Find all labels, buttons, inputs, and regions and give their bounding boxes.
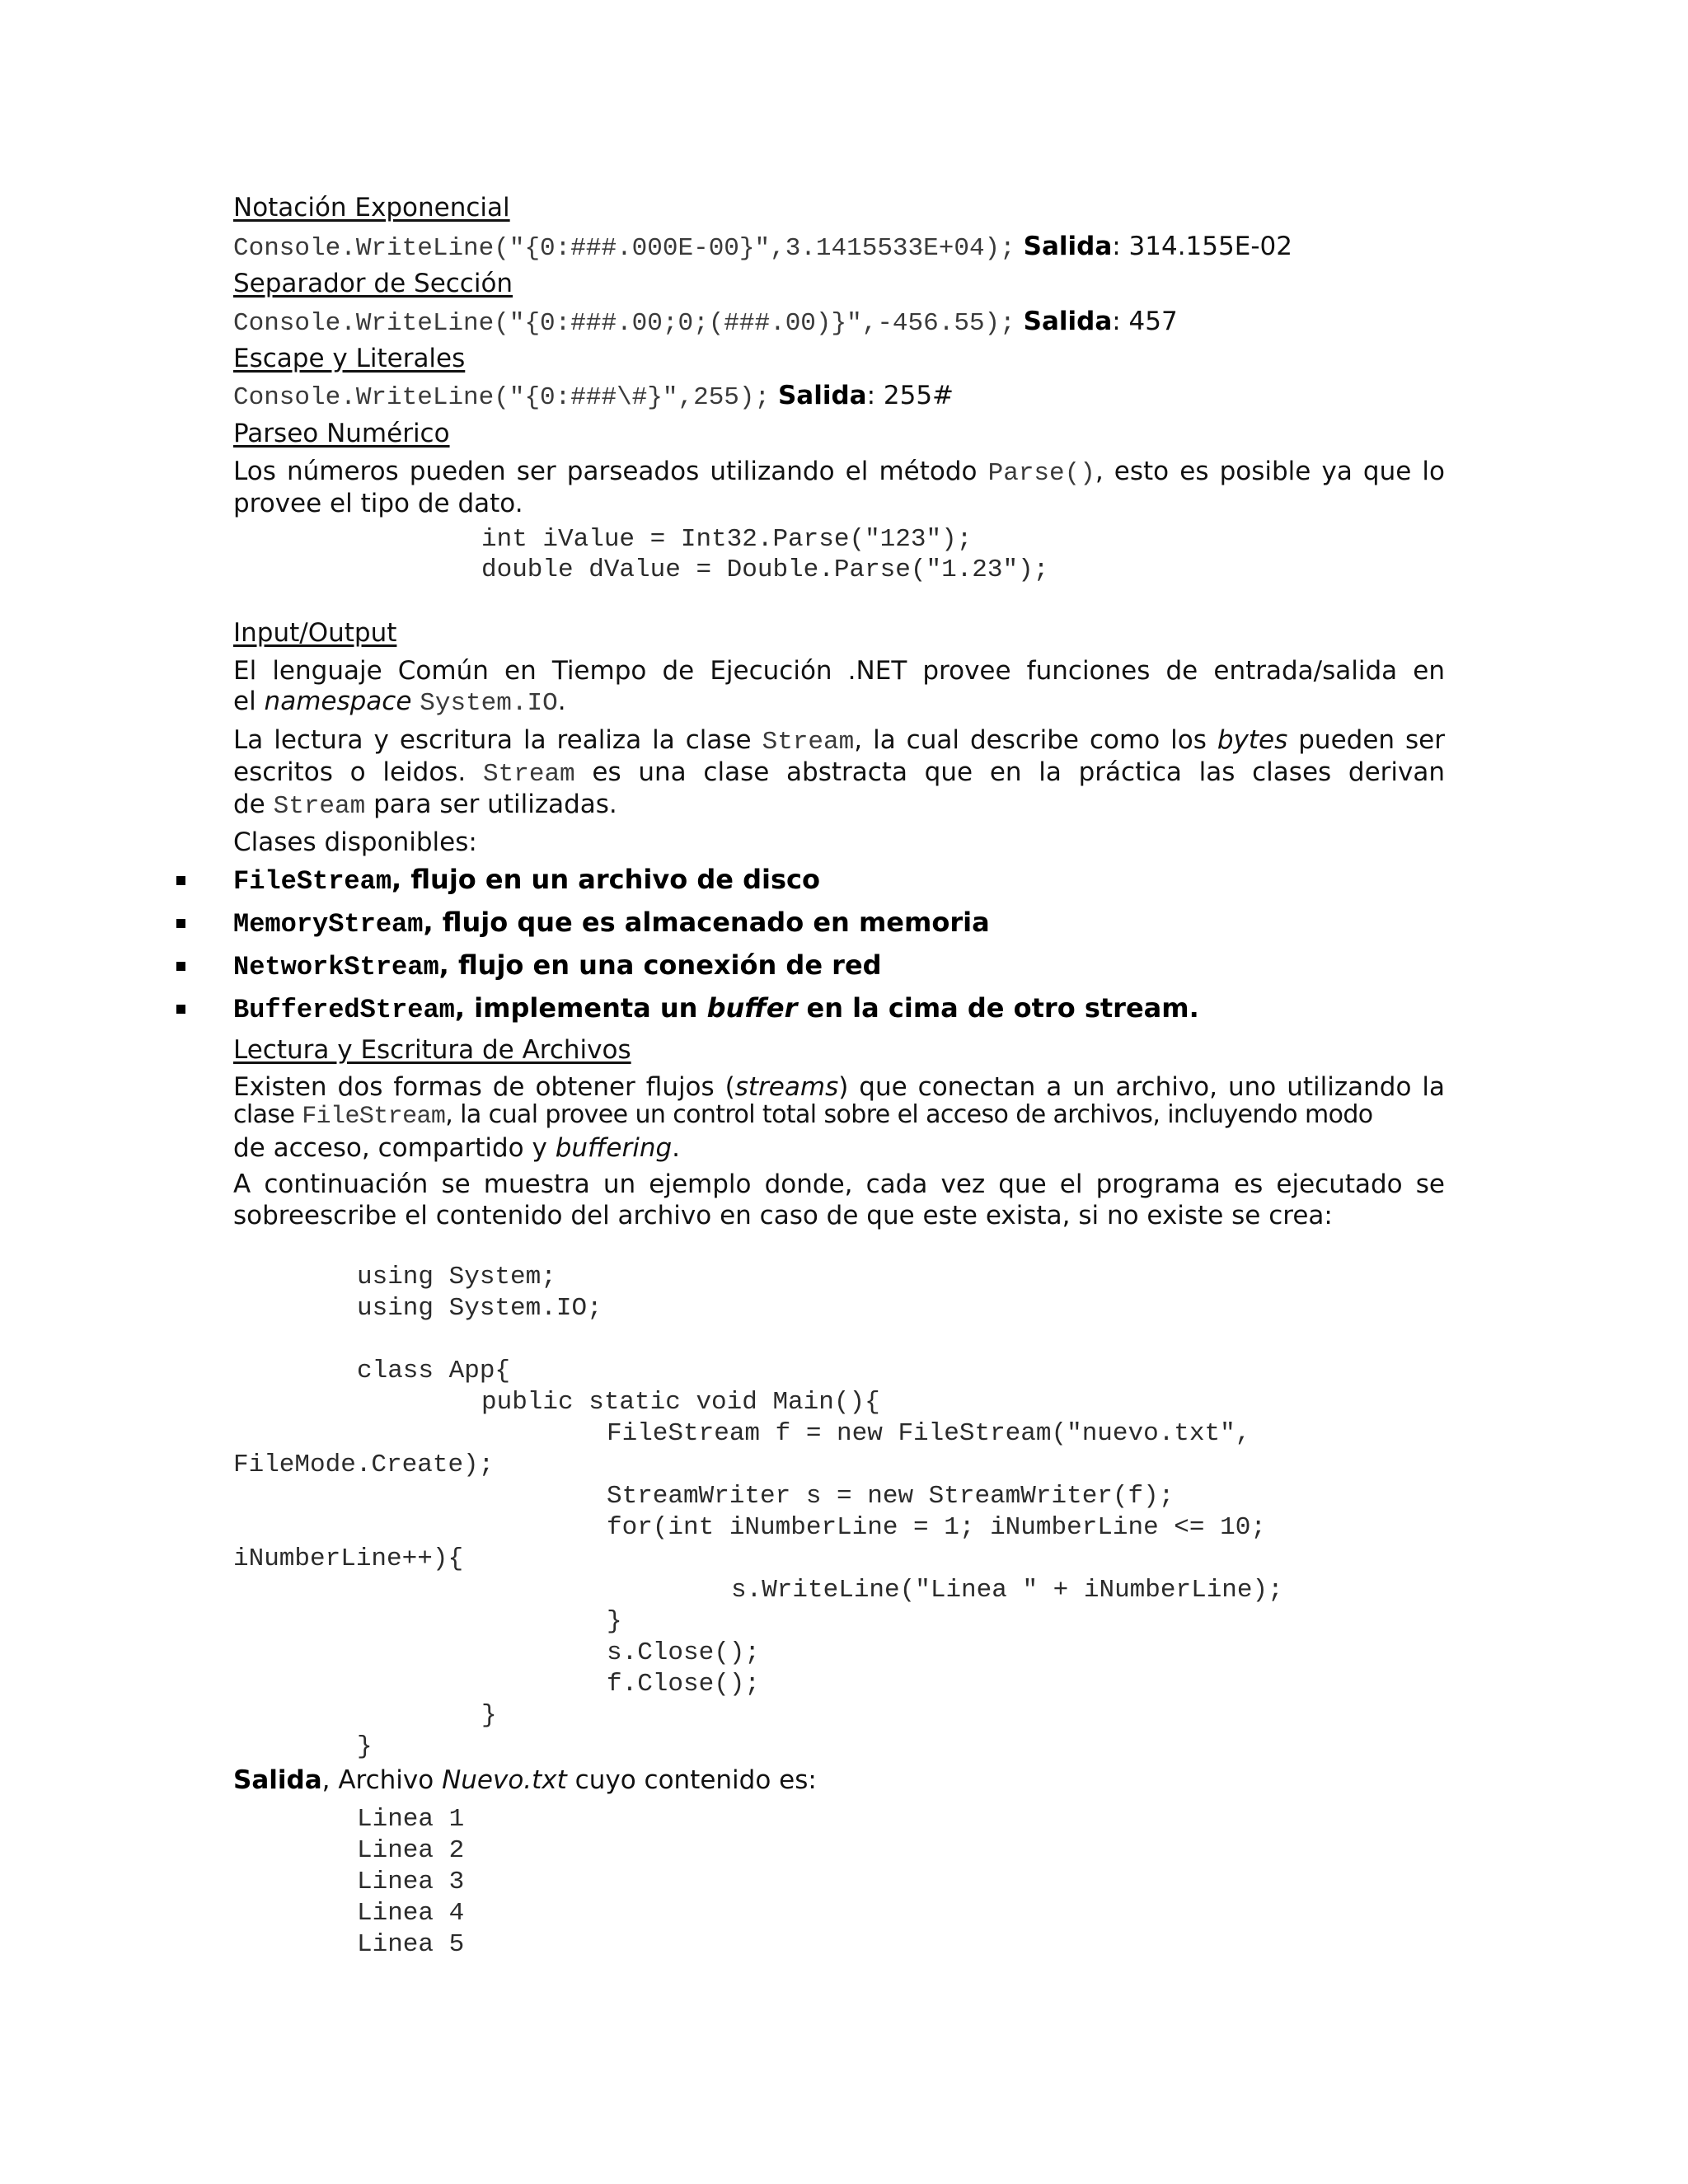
code-line-4: public static void Main(){	[481, 1388, 880, 1417]
code-line-3: class App{	[357, 1357, 511, 1385]
io-namespace-code: System.IO	[420, 689, 558, 718]
bullet-code: MemoryStream	[233, 909, 424, 940]
files-text-a: Existen dos formas de obtener flujos (	[233, 1072, 735, 1102]
bullet-icon	[176, 1005, 185, 1014]
code-line-7: StreamWriter s = new StreamWriter(f);	[607, 1482, 1175, 1511]
parse-inline-code: Parse()	[987, 459, 1095, 488]
output-line-4: Linea 4	[357, 1899, 465, 1928]
bullet-icon	[176, 919, 185, 928]
code-line-11: }	[607, 1607, 622, 1636]
code-line-1: using System;	[357, 1263, 556, 1291]
output-line-5: Linea 5	[357, 1930, 465, 1959]
files-output-text-b: cuyo contenido es:	[574, 1765, 817, 1795]
parse-paragraph-line-1	[233, 456, 1445, 490]
io-p2-l2-text-a: escritos o leidos.	[233, 757, 467, 787]
section-separator-code: Console.WriteLine("{0:###.00;0;(###.00)}",-456.55);	[233, 309, 1015, 338]
code-line-12: s.Close();	[607, 1638, 761, 1667]
parse-paragraph-line-2: provee el tipo de dato.	[233, 489, 523, 518]
code-line-2: using System.IO;	[357, 1294, 603, 1323]
exponential-code: Console.WriteLine("{0:###.000E-00}",3.1415533E+04);	[233, 234, 1015, 263]
escape-example	[233, 380, 1445, 414]
io-paragraph-1-line-1: El lenguaje Común en Tiempo de Ejecución .NET provee funciones de entrada/salida en	[233, 656, 1445, 686]
code-line-15: }	[357, 1732, 373, 1761]
files-l2-text-a: clase	[233, 1100, 295, 1129]
code-line-14: }	[481, 1701, 497, 1730]
heading-input-output: Input/Output	[233, 618, 397, 648]
output-line-2: Linea 2	[357, 1836, 465, 1865]
heading-parse: Parseo Numérico	[233, 419, 450, 448]
bullet-item-bufferedstream	[233, 991, 1199, 1027]
files-paragraph-1-line-2	[233, 1099, 1445, 1132]
files-l3-text-b: .	[672, 1133, 680, 1163]
exponential-output-value: : 314.155E-02	[1112, 232, 1292, 261]
io-p2-l3-text-b: para ser utilizadas.	[373, 790, 617, 819]
io-paragraph-2-line-2	[233, 757, 1445, 790]
files-l3-text-a: de acceso, compartido y	[233, 1133, 547, 1163]
section-separator-output-label: Salida	[1023, 307, 1113, 336]
io-namespace-italic: namespace	[264, 687, 412, 716]
bullet-icon	[176, 962, 185, 971]
io-p2-bytes-italic: bytes	[1217, 725, 1288, 755]
code-line-6: FileMode.Create);	[233, 1451, 495, 1479]
bullet-text: , flujo en una conexión de red	[438, 949, 882, 981]
bullet-item-memorystream	[233, 906, 990, 941]
bullet-item-networkstream	[233, 949, 882, 984]
classes-available-label: Clases disponibles:	[233, 827, 477, 857]
parse-text-a: Los números pueden ser parseados utilizando el método	[233, 457, 978, 486]
io-p2-l2-stream-code: Stream	[483, 760, 575, 789]
escape-output-label: Salida	[777, 381, 867, 410]
files-output-filename: Nuevo.txt	[442, 1765, 567, 1795]
bullet-item-filestream	[233, 863, 820, 898]
io-p2-l3-stream-code: Stream	[273, 792, 366, 821]
heading-exponential: Notación Exponencial	[233, 193, 510, 223]
parse-code-line-2: double dValue = Double.Parse("1.23");	[481, 555, 1049, 584]
io-p2-text-b: , la cual describe como los	[854, 725, 1207, 755]
exponential-example	[233, 231, 1445, 265]
output-line-1: Linea 1	[357, 1805, 465, 1834]
bullet-code: NetworkStream	[233, 952, 439, 982]
bullet-code: FileStream	[233, 866, 392, 897]
files-output-label: Salida	[233, 1765, 322, 1795]
files-output-caption	[233, 1765, 1445, 1796]
files-paragraph-1-line-1	[233, 1071, 1445, 1103]
io-p2-stream-code: Stream	[762, 728, 855, 757]
exponential-output-label: Salida	[1023, 232, 1113, 261]
heading-section-separator: Separador de Sección	[233, 269, 513, 298]
bullet-text: , flujo que es almacenado en memoria	[423, 907, 990, 938]
io-paragraph-2-line-3	[233, 789, 1445, 823]
parse-text-b: , esto es posible ya que lo	[1095, 457, 1446, 486]
files-text-b: ) que conectan a un archivo, uno utilizando la	[838, 1072, 1445, 1102]
code-line-9: iNumberLine++){	[233, 1544, 464, 1573]
section-separator-output-value: : 457	[1112, 307, 1178, 336]
heading-files: Lectura y Escritura de Archivos	[233, 1035, 631, 1065]
files-filestream-code: FileStream	[302, 1103, 446, 1131]
bullet-icon	[176, 876, 185, 885]
bullet-text: , implementa un	[454, 992, 707, 1024]
parse-code-line-1: int iValue = Int32.Parse("123");	[481, 525, 973, 554]
bullet-code: BufferedStream	[233, 995, 455, 1025]
io-p2-l2-text-b: es una clase abstracta que en la práctica las clases derivan	[592, 757, 1446, 787]
code-line-8: for(int iNumberLine = 1; iNumberLine <= 10;	[607, 1513, 1266, 1542]
code-line-5: FileStream f = new FileStream("nuevo.txt",	[607, 1419, 1251, 1448]
files-paragraph-1-line-3	[233, 1132, 1445, 1164]
io-p2-l3-text-a: de	[233, 790, 265, 819]
files-streams-italic: streams	[734, 1072, 839, 1102]
code-line-10: s.WriteLine("Linea " + iNumberLine);	[731, 1576, 1283, 1605]
bullet-tail: en la cima de otro stream.	[797, 992, 1199, 1024]
io-period: .	[557, 687, 566, 716]
files-l2-text-b: , la cual provee un control total sobre el acceso de archivos, incluyendo modo	[445, 1100, 1373, 1129]
bullet-italic: buffer	[706, 992, 798, 1024]
output-line-3: Linea 3	[357, 1868, 465, 1896]
files-output-text-a: , Archivo	[321, 1765, 434, 1795]
escape-code: Console.WriteLine("{0:###\#}",255);	[233, 383, 771, 412]
files-buffering-italic: buffering	[555, 1133, 673, 1163]
files-paragraph-2-line-2: sobreescribe el contenido del archivo en caso de que este exista, si no existe se crea:	[233, 1201, 1333, 1230]
io-paragraph-2-line-1	[233, 724, 1445, 758]
section-separator-example	[233, 306, 1445, 340]
io-paragraph-1-line-2	[233, 686, 1445, 719]
io-p2-text-a: La lectura y escritura la realiza la clase	[233, 725, 752, 755]
escape-output-value: : 255#	[866, 381, 954, 410]
io-p2-text-c: pueden ser	[1298, 725, 1445, 755]
files-paragraph-2-line-1: A continuación se muestra un ejemplo donde, cada vez que el programa es ejecutado se	[233, 1169, 1445, 1199]
bullet-text: , flujo en un archivo de disco	[392, 864, 820, 895]
heading-escape: Escape y Literales	[233, 344, 466, 373]
code-line-13: f.Close();	[607, 1670, 761, 1699]
io-text: el	[233, 687, 256, 716]
